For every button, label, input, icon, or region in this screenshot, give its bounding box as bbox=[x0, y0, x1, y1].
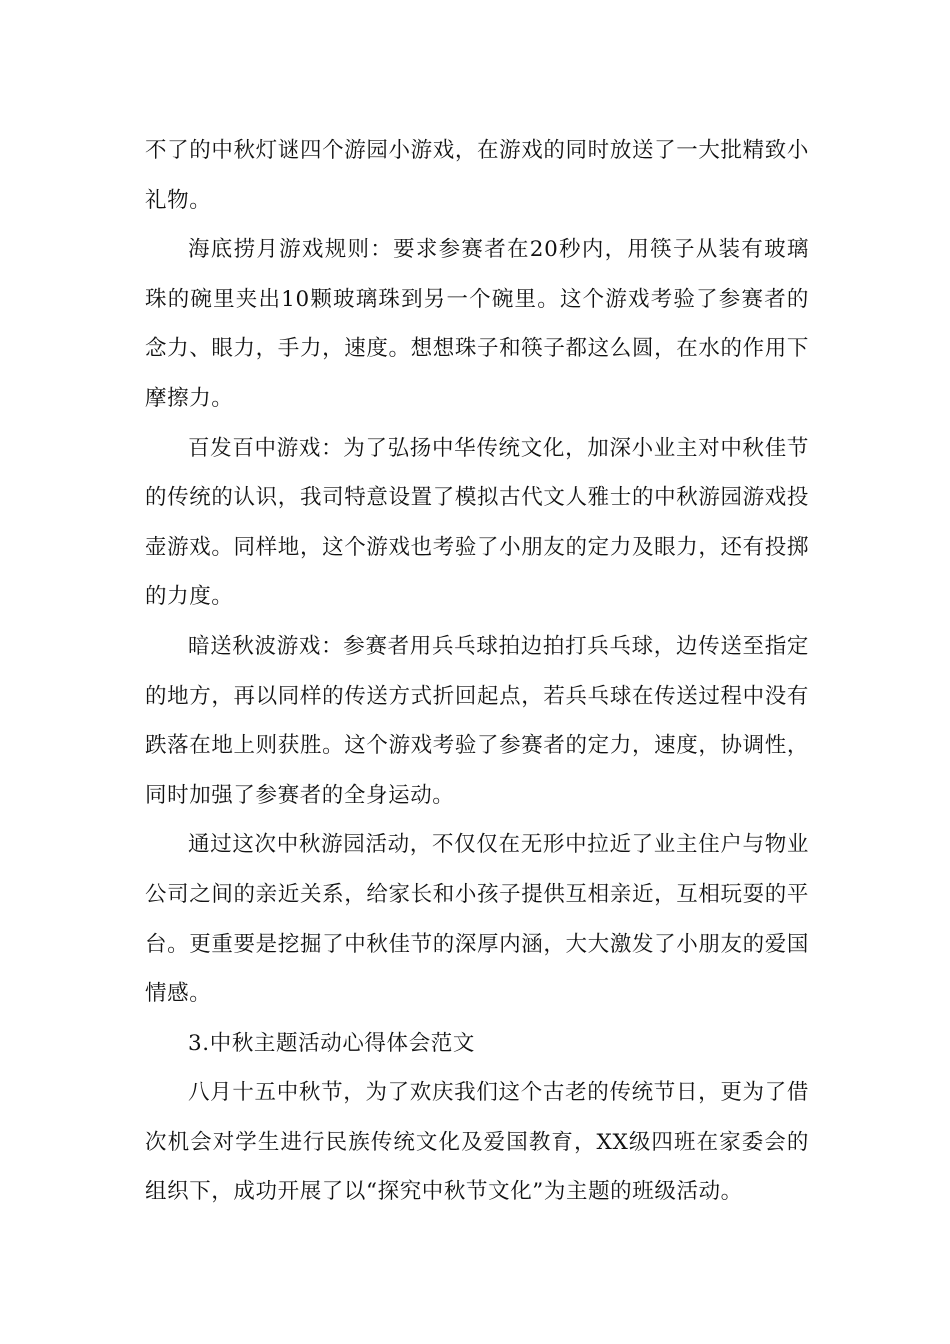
paragraph-continuation: 不了的中秋灯谜四个游园小游戏，在游戏的同时放送了一大批精致小礼物。 bbox=[145, 138, 809, 213]
paragraph-baifa-baizhong: 百发百中游戏：为了弘扬中华传统文化，加深小业主对中秋佳节的传统的认识，我司特意设置了模拟古代文人雅士的中秋游园游戏投壶游戏。同样地，这个游戏也考验了小朋友的定力及眼力，还有投掷的力度。 bbox=[145, 435, 809, 610]
section-heading: 3.中秋主题活动心得体会范文 bbox=[188, 1030, 475, 1056]
paragraph-ansong-qiubo: 暗送秋波游戏：参赛者用兵乓球拍边拍打兵乓球，边传送至指定的地方，再以同样的传送方式折回起点，若兵乓球在传送过程中没有跌落在地上则获胜。这个游戏考验了参赛者的定力，速度，协调性，同时加强了参赛者的全身运动。 bbox=[145, 633, 809, 808]
document-body bbox=[145, 126, 809, 1217]
paragraph-mid-autumn-intro: 八月十五中秋节，为了欢庆我们这个古老的传统节日，更为了借次机会对学生进行民族传统文化及爱国教育，XX级四班在家委会的组织下，成功开展了以“探究中秋节文化”为主题的班级活动。 bbox=[145, 1080, 809, 1205]
paragraph-summary: 通过这次中秋游园活动，不仅仅在无形中拉近了业主住户与物业公司之间的亲近关系，给家长和小孩子提供互相亲近，互相玩耍的平台。更重要是挖掘了中秋佳节的深厚内涵，大大激发了小朋友的爱国情感。 bbox=[145, 832, 809, 1007]
paragraph-haidi-laoyue: 海底捞月游戏规则：要求参赛者在20秒内，用筷子从装有玻璃珠的碗里夹出10颗玻璃珠到另一个碗里。这个游戏考验了参赛者的念力、眼力，手力，速度。想想珠子和筷子都这么圆，在水的作用下摩擦力。 bbox=[145, 237, 809, 411]
